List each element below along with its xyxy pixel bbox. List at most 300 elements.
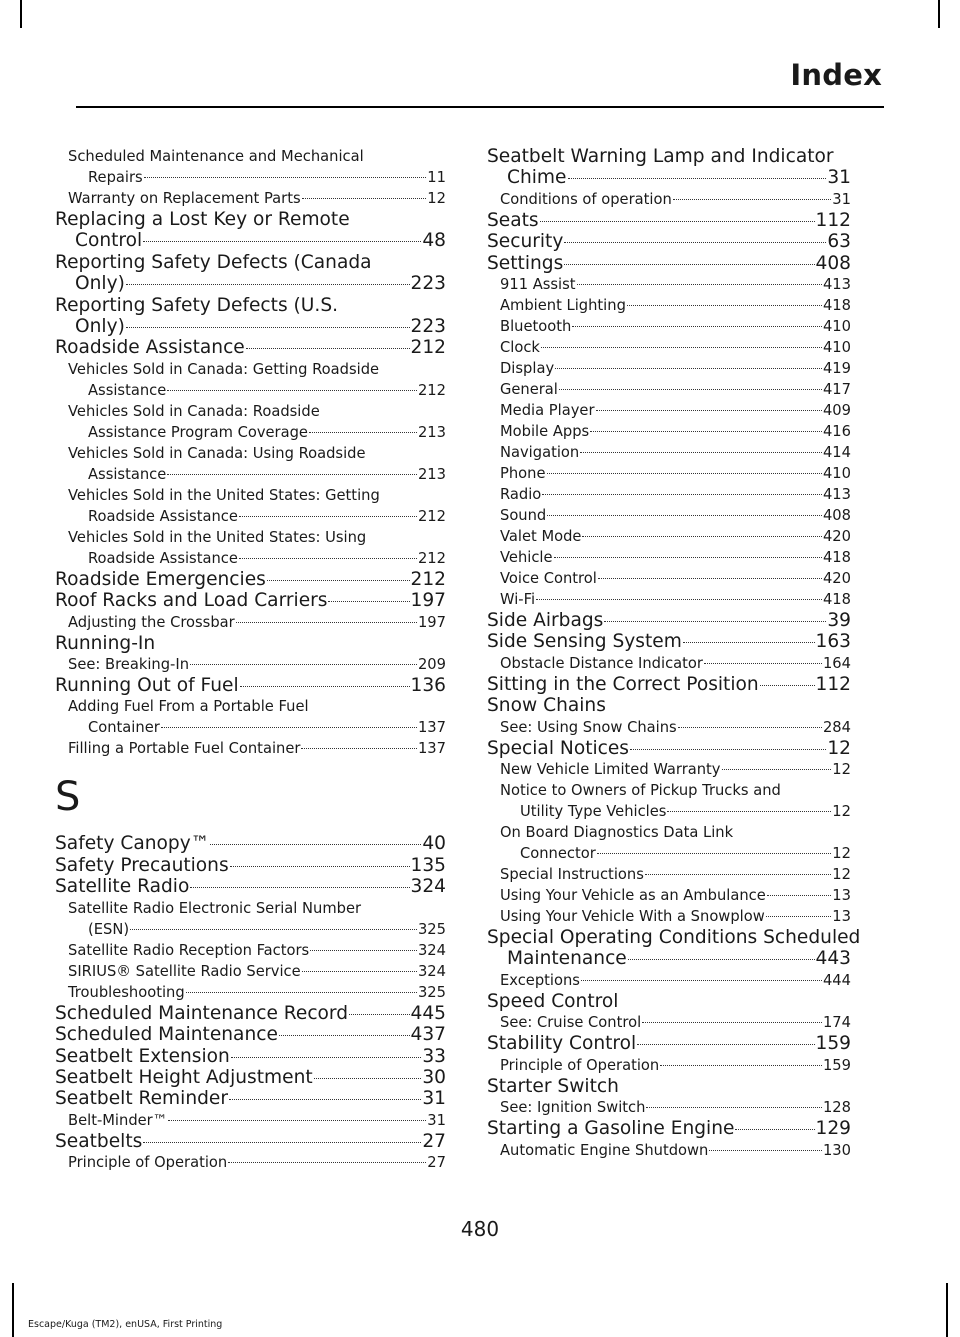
index-entry[interactable] <box>487 1033 851 1054</box>
entry-label: Adjusting the Crossbar <box>68 613 235 631</box>
dot-leader <box>598 578 822 579</box>
page-reference[interactable]: 213 <box>417 423 446 441</box>
entry-label: Wi-Fi <box>500 591 536 609</box>
index-subentry[interactable] <box>55 738 446 759</box>
dot-leader <box>709 1150 822 1151</box>
entry-label: Filling a Portable Fuel Container <box>68 740 301 758</box>
index-entry[interactable] <box>55 1131 446 1152</box>
dot-leader <box>240 686 410 687</box>
entry-label: Sound <box>500 507 547 525</box>
dot-leader <box>555 368 822 369</box>
index-entry[interactable] <box>55 855 446 876</box>
entry-label: Roof Racks and Load Carriers <box>55 590 328 612</box>
index-subentry[interactable] <box>487 379 851 400</box>
entry-label: Conditions of operation <box>500 190 672 208</box>
dot-leader <box>190 664 417 665</box>
index-subentry[interactable] <box>55 612 446 633</box>
dot-leader <box>590 431 822 432</box>
crop-mark <box>20 0 22 28</box>
dot-leader <box>577 284 822 285</box>
crop-mark <box>946 1283 948 1337</box>
index-entry[interactable] <box>55 675 446 696</box>
page-reference[interactable]: 324 <box>410 876 446 898</box>
index-entry[interactable] <box>55 337 446 358</box>
entry-label: Navigation <box>500 444 580 462</box>
entry-label: Media Player <box>500 402 595 420</box>
index-subentry[interactable] <box>55 1110 446 1131</box>
dot-leader <box>230 866 410 867</box>
page-reference[interactable]: 174 <box>822 1014 851 1032</box>
dot-leader <box>143 1142 421 1143</box>
page-reference[interactable]: 418 <box>822 549 851 567</box>
entry-label: Starter Switch <box>487 1075 619 1097</box>
entry-label: Vehicle <box>500 549 553 567</box>
section-letter: S <box>55 774 81 821</box>
index-subentry[interactable] <box>55 898 446 940</box>
entry-label: Mobile Apps <box>500 423 590 441</box>
page-reference[interactable]: 325 <box>417 920 446 938</box>
entry-label: Display <box>500 360 555 378</box>
entry-label: Repairs <box>88 169 143 186</box>
footer-text: Escape/Kuga (TM2), enUSA, First Printing <box>28 1319 223 1330</box>
entry-label: Seats <box>487 209 539 231</box>
page-reference[interactable]: 12 <box>832 866 851 884</box>
index-subentry[interactable] <box>55 982 446 1003</box>
page-reference[interactable]: 27 <box>422 1130 446 1152</box>
page-reference[interactable]: 12 <box>832 803 851 821</box>
page-reference[interactable]: 413 <box>822 276 851 294</box>
page-reference[interactable]: 418 <box>822 297 851 315</box>
entry-label: Phone <box>500 465 546 483</box>
dot-leader <box>301 748 417 749</box>
index-subentry[interactable] <box>487 822 851 864</box>
entry-label: Settings <box>487 252 564 274</box>
entry-label: Seatbelts <box>55 1130 143 1152</box>
page-reference[interactable]: 159 <box>822 1056 851 1074</box>
entry-label: Using Your Vehicle With a Snowplow <box>500 908 765 926</box>
page-reference[interactable]: 325 <box>417 983 446 1001</box>
entry-label: Seatbelt Reminder <box>55 1088 229 1110</box>
page-reference[interactable]: 159 <box>815 1033 851 1055</box>
dot-leader <box>760 685 815 686</box>
dot-leader <box>309 432 417 433</box>
index-entry[interactable] <box>487 231 851 252</box>
entry-label: Roadside Assistance <box>55 337 245 359</box>
index-entry[interactable] <box>55 1067 446 1088</box>
entry-label-line: Reporting Safety Defects (Canada <box>55 251 372 273</box>
entry-label: Side Sensing System <box>487 631 682 653</box>
page-reference[interactable]: 33 <box>422 1045 446 1067</box>
dot-leader <box>572 326 822 327</box>
page-reference[interactable]: 445 <box>410 1002 446 1024</box>
index-subentry[interactable] <box>487 780 851 822</box>
entry-label: Valet Mode <box>500 528 582 546</box>
index-entry[interactable] <box>487 927 861 970</box>
page-reference[interactable]: 223 <box>410 273 446 295</box>
entry-label-line: Vehicles Sold in Canada: Getting Roadside <box>68 360 380 378</box>
dot-leader <box>130 929 417 930</box>
index-entry[interactable] <box>487 1118 851 1139</box>
page-reference[interactable]: 437 <box>410 1024 446 1046</box>
dot-leader <box>126 284 410 285</box>
page-reference[interactable]: 135 <box>410 854 446 876</box>
index-entry[interactable] <box>55 1024 446 1045</box>
entry-label: Running-In <box>55 632 156 654</box>
dot-leader <box>646 1107 822 1108</box>
index-entry[interactable] <box>487 991 851 1012</box>
dot-leader <box>236 622 417 623</box>
index-subentry[interactable] <box>487 442 851 463</box>
index-subentry[interactable] <box>487 653 851 674</box>
entry-label: Roadside Assistance <box>88 549 238 567</box>
dot-leader <box>239 516 417 517</box>
index-entry[interactable] <box>487 631 851 652</box>
page-reference[interactable]: 164 <box>822 654 851 672</box>
index-entry[interactable] <box>55 209 446 252</box>
page-reference[interactable]: 420 <box>822 570 851 588</box>
entry-label: Special Notices <box>487 737 629 759</box>
dot-leader <box>210 844 421 845</box>
dot-leader <box>302 198 427 199</box>
page-reference[interactable]: 212 <box>410 568 446 590</box>
index-subentry[interactable] <box>55 961 446 982</box>
entry-label: (ESN) <box>88 920 130 938</box>
index-entry[interactable] <box>55 833 446 854</box>
index-subentry[interactable] <box>487 885 851 906</box>
page-reference[interactable]: 408 <box>815 252 851 274</box>
index-subentry[interactable] <box>487 400 851 421</box>
index-subentry[interactable] <box>55 401 446 443</box>
entry-label: Connector <box>520 845 596 863</box>
index-subentry[interactable] <box>487 463 851 484</box>
page-reference[interactable]: 12 <box>827 737 851 759</box>
page-reference[interactable]: 39 <box>827 610 851 632</box>
index-entry[interactable] <box>487 738 851 759</box>
dot-leader <box>722 769 832 770</box>
page-reference[interactable]: 410 <box>822 465 851 483</box>
dot-leader <box>542 494 822 495</box>
dot-leader <box>627 305 822 306</box>
entry-label: Container <box>88 719 160 737</box>
index-subentry[interactable] <box>487 1055 851 1076</box>
dot-leader <box>637 1044 814 1045</box>
index-subentry[interactable] <box>487 1140 851 1161</box>
page-reference[interactable]: 418 <box>822 591 851 609</box>
dot-leader <box>231 1057 422 1058</box>
entry-label: Sitting in the Correct Position <box>487 673 759 695</box>
page-reference[interactable]: 213 <box>417 465 446 483</box>
dot-leader <box>559 389 822 390</box>
dot-leader <box>144 177 427 178</box>
page-reference[interactable]: 284 <box>822 718 851 736</box>
entry-label: See: Ignition Switch <box>500 1099 646 1117</box>
entry-label-line: Seatbelt Warning Lamp and Indicator <box>487 146 834 167</box>
entry-label-line: Notice to Owners of Pickup Trucks and <box>500 782 781 800</box>
dot-leader <box>246 348 410 349</box>
index-entry[interactable] <box>487 674 851 695</box>
page-reference[interactable]: 31 <box>427 1111 446 1129</box>
index-entry[interactable] <box>55 1003 446 1024</box>
page-reference[interactable]: 31 <box>832 190 851 208</box>
page-reference[interactable]: 420 <box>822 528 851 546</box>
index-subentry[interactable] <box>487 568 851 589</box>
index-subentry[interactable] <box>487 484 851 505</box>
entry-label: Clock <box>500 339 540 357</box>
index-subentry[interactable] <box>487 970 851 991</box>
dot-leader <box>683 642 815 643</box>
dot-leader <box>228 1162 426 1163</box>
dot-leader <box>186 992 417 993</box>
index-subentry[interactable] <box>487 337 851 358</box>
index-subentry[interactable] <box>55 696 446 738</box>
page-reference[interactable]: 12 <box>427 190 446 207</box>
page-reference[interactable]: 12 <box>832 761 851 779</box>
entry-label: Assistance <box>88 465 167 483</box>
entry-label: Automatic Engine Shutdown <box>500 1141 709 1159</box>
dot-leader <box>540 221 815 222</box>
page-reference[interactable]: 212 <box>410 337 446 359</box>
page-reference[interactable]: 137 <box>417 740 446 758</box>
index-subentry[interactable] <box>487 189 851 210</box>
index-subentry[interactable] <box>55 654 446 675</box>
entry-label: Bluetooth <box>500 318 572 336</box>
entry-label-line: Reporting Safety Defects (U.S. <box>55 294 339 316</box>
page-reference[interactable]: 410 <box>822 318 851 336</box>
page-reference[interactable]: 414 <box>822 444 851 462</box>
page-reference[interactable]: 197 <box>417 613 446 631</box>
page-reference[interactable]: 413 <box>822 486 851 504</box>
dot-leader <box>766 916 832 917</box>
entry-label-line: Scheduled Maintenance and Mechanical <box>68 148 364 165</box>
page-reference[interactable]: 13 <box>832 908 851 926</box>
page-reference[interactable]: 212 <box>417 507 446 525</box>
dot-leader <box>735 1129 814 1130</box>
entry-label: Stability Control <box>487 1033 637 1055</box>
entry-label-line: Vehicles Sold in Canada: Roadside <box>68 402 320 420</box>
index-subentry[interactable] <box>487 505 851 526</box>
dot-leader <box>645 874 831 875</box>
index-subentry[interactable] <box>55 485 446 527</box>
index-subentry[interactable] <box>55 527 446 569</box>
page-reference[interactable]: 223 <box>410 316 446 338</box>
index-subentry[interactable] <box>487 717 851 738</box>
dot-leader <box>581 980 822 981</box>
index-subentry[interactable] <box>55 146 446 188</box>
page-reference[interactable]: 40 <box>422 833 446 855</box>
dot-leader <box>630 749 826 750</box>
index-column-left <box>55 146 446 1173</box>
dot-leader <box>582 536 821 537</box>
entry-label: Using Your Vehicle as an Ambulance <box>500 887 766 905</box>
entry-label: Chime <box>507 167 567 189</box>
index-entry[interactable] <box>55 590 446 611</box>
page-reference[interactable]: 410 <box>822 339 851 357</box>
index-subentry[interactable] <box>55 443 446 485</box>
index-entry[interactable] <box>487 610 851 631</box>
page-reference[interactable]: 63 <box>827 231 851 253</box>
page-reference[interactable]: 137 <box>417 719 446 737</box>
dot-leader <box>604 621 826 622</box>
entry-label: Radio <box>500 486 542 504</box>
dot-leader <box>547 515 822 516</box>
dot-leader <box>279 1035 410 1036</box>
entry-label: SIRIUS® Satellite Radio Service <box>68 962 301 980</box>
dot-leader <box>267 580 410 581</box>
entry-label-line: Vehicles Sold in the United States: Getting <box>68 486 380 504</box>
dot-leader <box>667 811 831 812</box>
index-entry[interactable] <box>487 253 851 274</box>
page-reference[interactable]: 12 <box>832 845 851 863</box>
dot-leader <box>168 1120 426 1121</box>
dot-leader <box>642 1022 822 1023</box>
index-subentry[interactable] <box>487 1097 851 1118</box>
page-reference[interactable]: 416 <box>822 423 851 441</box>
index-subentry[interactable] <box>487 295 851 316</box>
entry-label: Belt-Minder™ <box>68 1111 168 1129</box>
entry-label-line: Special Operating Conditions Scheduled <box>487 927 861 949</box>
page-reference[interactable]: 444 <box>822 971 851 989</box>
dot-leader <box>628 959 815 960</box>
index-entry[interactable] <box>487 146 851 189</box>
page-reference[interactable]: 324 <box>417 941 446 959</box>
entry-label: Troubleshooting <box>68 983 185 1001</box>
dot-leader <box>161 727 417 728</box>
entry-label: 911 Assist <box>500 276 576 294</box>
index-subentry[interactable] <box>487 274 851 295</box>
entry-label: Scheduled Maintenance <box>55 1024 278 1046</box>
entry-label-line: Vehicles Sold in the United States: Using <box>68 528 367 546</box>
page-reference[interactable]: 197 <box>410 590 446 612</box>
entry-label: Utility Type Vehicles <box>520 803 667 821</box>
entry-label: Only) <box>75 273 125 295</box>
dot-leader <box>678 727 822 728</box>
page-reference[interactable]: 11 <box>427 169 446 186</box>
dot-leader <box>564 242 826 243</box>
index-subentry[interactable] <box>487 589 851 610</box>
index-entry[interactable] <box>55 1088 446 1109</box>
index-entry[interactable] <box>55 1046 446 1067</box>
index-subentry[interactable] <box>55 188 446 209</box>
entry-label: Safety Precautions <box>55 854 229 876</box>
entry-label: General <box>500 381 558 399</box>
index-subentry[interactable] <box>487 358 851 379</box>
dot-leader <box>310 950 417 951</box>
page-reference[interactable]: 408 <box>822 507 851 525</box>
entry-label: Satellite Radio <box>55 876 190 898</box>
page-reference[interactable]: 409 <box>822 402 851 420</box>
index-entry[interactable] <box>55 295 446 338</box>
page-reference[interactable]: 324 <box>417 962 446 980</box>
index-entry[interactable] <box>55 876 446 897</box>
dot-leader <box>190 887 409 888</box>
page-reference[interactable]: 48 <box>422 230 446 252</box>
page-reference[interactable]: 13 <box>832 887 851 905</box>
index-entry[interactable] <box>55 569 446 590</box>
index-column-right <box>487 146 861 1161</box>
crop-mark <box>12 1283 14 1337</box>
page-reference[interactable]: 128 <box>822 1099 851 1117</box>
page-reference[interactable]: 27 <box>427 1154 446 1172</box>
index-entry[interactable] <box>55 633 446 654</box>
entry-label: Maintenance <box>507 948 627 970</box>
entry-label: Satellite Radio Reception Factors <box>68 941 310 959</box>
page-reference[interactable]: 163 <box>815 631 851 653</box>
page-reference[interactable]: 112 <box>815 673 851 695</box>
index-entry[interactable] <box>487 210 851 231</box>
entry-label: Seatbelt Height Adjustment <box>55 1066 313 1088</box>
dot-leader <box>660 1065 822 1066</box>
entry-label: Voice Control <box>500 570 597 588</box>
index-subentry[interactable] <box>55 940 446 961</box>
entry-label: Scheduled Maintenance Record <box>55 1002 349 1024</box>
entry-label: Starting a Gasoline Engine <box>487 1118 735 1140</box>
index-subentry[interactable] <box>55 359 446 401</box>
dot-leader <box>673 199 832 200</box>
entry-label: Assistance Program Coverage <box>88 423 308 441</box>
page-reference[interactable]: 419 <box>822 360 851 378</box>
page-reference[interactable]: 417 <box>822 381 851 399</box>
dot-leader <box>143 241 421 242</box>
entry-label: Only) <box>75 316 125 338</box>
index-subentry[interactable] <box>487 526 851 547</box>
entry-label: Roadside Emergencies <box>55 568 266 590</box>
entry-label: Principle of Operation <box>68 1154 228 1172</box>
index-subentry[interactable] <box>487 906 851 927</box>
index-entry[interactable] <box>55 252 446 295</box>
entry-label: Ambient Lighting <box>500 297 626 315</box>
dot-leader <box>541 347 822 348</box>
entry-label-line: Adding Fuel From a Portable Fuel <box>68 698 309 716</box>
index-subentry[interactable] <box>487 864 851 885</box>
dot-leader <box>596 410 822 411</box>
dot-leader <box>554 557 822 558</box>
header-rule <box>76 106 884 108</box>
page-reference[interactable]: 136 <box>410 675 446 697</box>
dot-leader <box>167 390 417 391</box>
page-reference[interactable]: 31 <box>827 167 851 189</box>
page-reference[interactable]: 30 <box>422 1066 446 1088</box>
index-subentry[interactable] <box>487 547 851 568</box>
page-number: 480 <box>460 1217 500 1241</box>
entry-label: Obstacle Distance Indicator <box>500 654 703 672</box>
entry-label: Principle of Operation <box>500 1056 660 1074</box>
page-reference[interactable]: 129 <box>815 1118 851 1140</box>
index-entry[interactable] <box>487 1076 851 1097</box>
index-entry[interactable] <box>487 695 851 716</box>
page-reference[interactable]: 130 <box>822 1141 851 1159</box>
page-reference[interactable]: 443 <box>815 948 851 970</box>
dot-leader <box>314 1078 422 1079</box>
index-subentry[interactable] <box>487 759 851 780</box>
entry-label-line: Satellite Radio Electronic Serial Number <box>68 899 362 917</box>
index-subentry[interactable] <box>487 1012 851 1033</box>
dot-leader <box>580 452 822 453</box>
page-reference[interactable]: 212 <box>417 549 446 567</box>
index-subentry[interactable] <box>487 421 851 442</box>
index-subentry[interactable] <box>487 316 851 337</box>
entry-label: Assistance <box>88 381 167 399</box>
entry-label: Control <box>75 230 143 252</box>
dot-leader <box>349 1014 409 1015</box>
page-reference[interactable]: 209 <box>417 656 446 674</box>
entry-label: Warranty on Replacement Parts <box>68 190 301 207</box>
index-subentry[interactable] <box>55 1152 446 1173</box>
page-reference[interactable]: 31 <box>422 1088 446 1110</box>
dot-leader <box>597 853 832 854</box>
entry-label: Running Out of Fuel <box>55 675 239 697</box>
page-reference[interactable]: 212 <box>417 381 446 399</box>
page-reference[interactable]: 112 <box>815 209 851 231</box>
